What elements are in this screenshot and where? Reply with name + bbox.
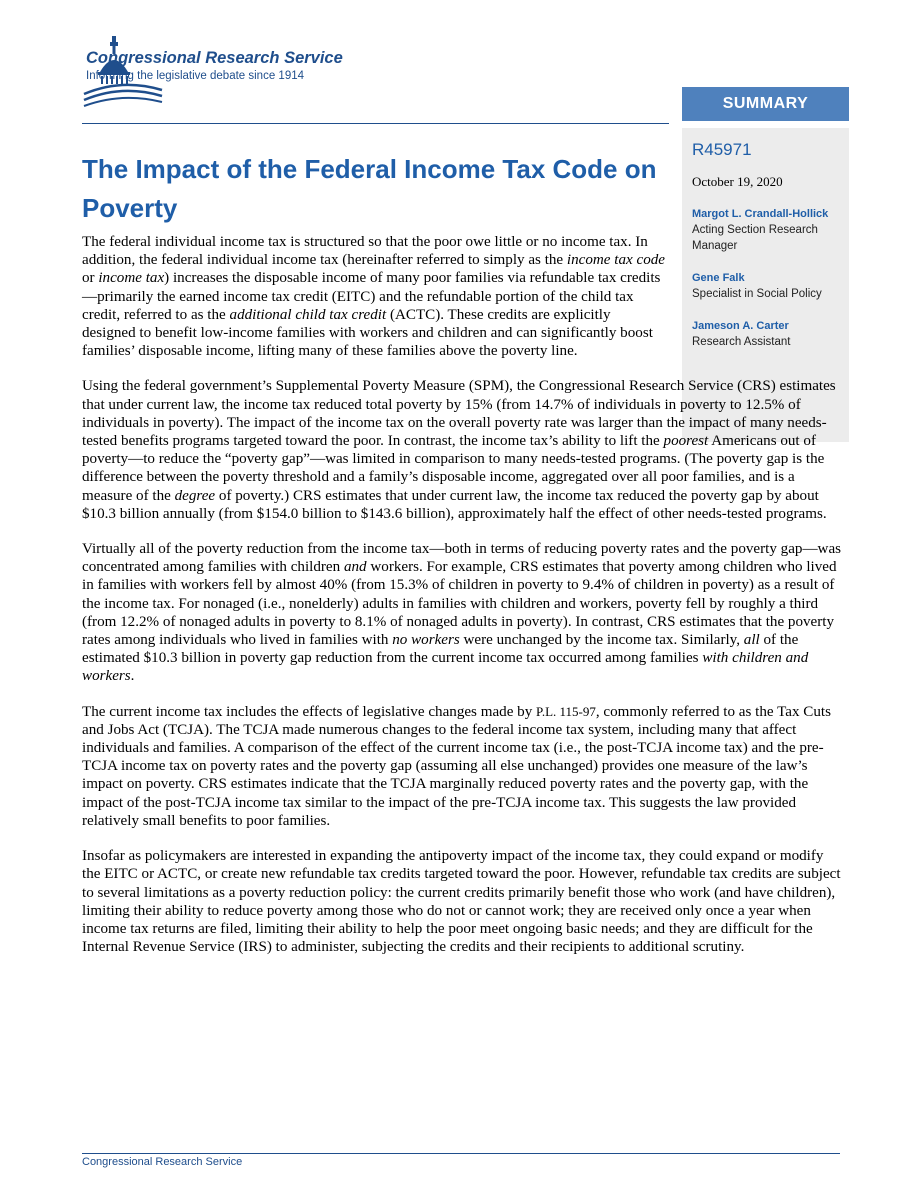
org-name: Congressional Research Service [86,49,343,67]
author-name: Gene Falk [692,272,745,284]
text: were unchanged by the income tax. Similarly, [459,632,744,649]
author-title: Research Assistant [692,336,791,348]
footer-org-name: Congressional Research Service [82,1156,243,1168]
text: workers. For example, CRS estimates that poverty among children who lived in families with workers fell by almost 40% (from 15.3% of children in poverty to 9.4% of children in poverty) as a result of the income tax. For nonaged (i.e., nonelderly) adults in families with children and workers, poverty fell by roughly a third (from 12.2% of nonaged adults in poverty to 8.1% of nonaged adults in poverty). In contrast, CRS estimates that the poverty rates among individuals who lived in families with [82,559,837,649]
summary-body [82,233,842,973]
emphasis: additional child tax credit [229,306,387,323]
text: of poverty.) CRS estimates that under current law, the income tax reduced the poverty gap by about $10.3 billion annually (from $154.0 billion to $143.6 billion), approximately half the effect of other needs-tested programs. [82,487,827,522]
emphasis: income tax [98,270,165,287]
report-number: R45971 [692,140,752,159]
text: or [82,270,99,287]
text: Using the federal government’s Supplemental Poverty Measure (SPM), the Congressional Research Service (CRS) estimates that under current law, the income tax reduced total poverty by 15% (from 14.7% of individuals in poverty to 12.5% of individuals in poverty). The impact of the income tax on the overall poverty rate was larger than the impact of many needs-tested benefits programs targeted toward the poor. In contrast, the income tax’s ability to lift the [82,378,836,450]
emphasis: and [343,559,367,576]
paragraph-3 [82,540,842,686]
emphasis: all [743,632,760,649]
summary-heading: SUMMARY [682,87,849,121]
paragraph-4 [82,703,842,830]
text: (ACTC). These credits are explicitly designed to benefit low-income families with workers and children and can significantly boost families’ disposable income, lifting many of these families above the poverty line. [82,306,653,360]
author-name: Margot L. Crandall-Hollick [692,208,829,220]
author-title: Acting Section Research Manager [692,224,818,252]
report-date: October 19, 2020 [692,174,783,189]
emphasis: poorest [663,433,709,450]
emphasis: with children and workers [82,650,809,685]
text: Americans out of poverty—to reduce the “poverty gap”—was limited in comparison to many needs-tested programs. (The poverty gap is the difference between the poverty threshold and a family’s disposable income, aggregated over all poor families, and is a measure of the [82,433,825,504]
text: of the estimated $10.3 billion in poverty gap reduction from the current income tax occurred among families [82,632,799,667]
header-divider [82,123,669,124]
text: The current income tax includes the effects of legislative changes made by [82,703,537,720]
author-title: Specialist in Social Policy [692,288,822,300]
text: . [130,668,135,685]
text: Virtually all of the poverty reduction from the income tax—both in terms of reducing poverty rates and the poverty gap—was concentrated among families with children [82,541,842,576]
emphasis: income tax code [566,252,665,269]
footer-divider [82,1153,840,1154]
law-citation: P.L. 115-97 [536,703,596,719]
emphasis: no workers [392,632,460,649]
author-name: Jameson A. Carter [692,320,789,332]
paragraph-5: Insofar as policymakers are interested in expanding the antipoverty impact of the income tax, they could expand or modify the EITC or ACTC, or create new refundable tax credits targeted toward the poor. However, refundable tax credits are subject to several limitations as a poverty reduction policy: the current credits primarily benefit those who work (and have children), limiting their ability to reduce poverty among those who do not or cannot work; they are received only once a year when income tax returns are filed, limiting their ability to help the poor meet ongoing basic needs; and they are difficult for the Internal Revenue Service (IRS) to administer, subjecting the credits and their recipients to additional scrutiny. [82,848,841,956]
paragraph-1 [82,233,667,360]
text: , commonly referred to as the Tax Cuts and Jobs Act (TCJA). The TCJA made numerous changes to the federal income tax system, including many that affect individuals and families. A comparison of the effect of the current income tax (i.e., the post-TCJA income tax) and the pre-TCJA income tax on poverty rates and the poverty gap (assuming all else unchanged) provides one measure of the law’s impact on poverty. CRS estimates indicate that the TCJA marginally reduced poverty rates and the poverty gap, with the impact of the post-TCJA income tax similar to the impact of the pre-TCJA income tax. This suggests the law provided relatively small benefits to poor families. [82,703,831,829]
text: The federal individual income tax is structured so that the poor owe little or no income tax. In addition, the federal individual income tax (hereinafter referred to simply as the [82,234,648,269]
document-title: The Impact of the Federal Income Tax Code on Poverty [82,154,657,223]
text: ) increases the disposable income of many poor families via refundable tax credits—primarily the earned income tax credit (EITC) and the refundable portion of the child tax credit, referred to as the [82,270,661,323]
emphasis: degree [174,487,216,504]
org-tagline: Informing the legislative debate since 1914 [86,70,305,82]
paragraph-2 [82,377,842,523]
